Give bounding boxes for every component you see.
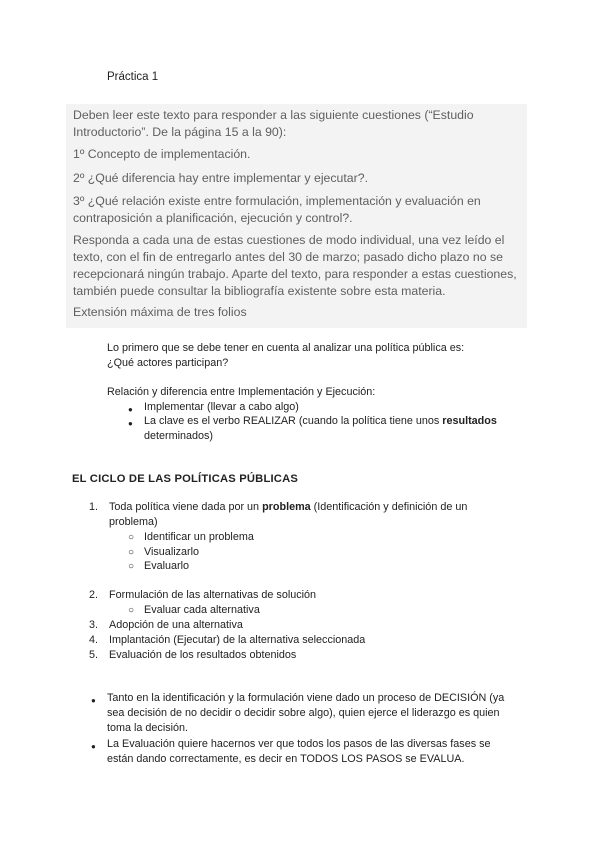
cycle-item-1-pre: Toda política viene dada por un — [109, 501, 263, 513]
cycle-item-4-number: 4. — [89, 634, 99, 646]
relation-title: Relación y diferencia entre Implementación y Ejecución: — [107, 386, 376, 398]
cycle-item-5 — [89, 648, 297, 663]
notes-line-1: Lo primero que se debe tener en cuenta al analizar una política pública es: — [107, 342, 465, 354]
cycle-item-1-post: (Identificación y definición de un — [310, 501, 468, 513]
cycle-item-5-number: 5. — [89, 649, 99, 661]
cycle-item-2 — [89, 588, 317, 603]
instructions-extent: Extensión máxima de tres folios — [73, 305, 247, 319]
conclusion-bullet-1-text: Tanto en la identificación y la formulación viene dado un proceso de DECISIÓN (ya sea decisión de no decidir o decidir sobre algo), quien ejerce el liderazgo es quien toma la decisión. — [107, 692, 505, 734]
conclusion-bullet-2 — [107, 737, 517, 767]
relation-bullet-1-text: Implementar (llevar a cabo algo) — [144, 401, 299, 413]
cycle-item-4 — [89, 633, 366, 648]
relation-bullet-2-bold: resultados — [442, 415, 497, 427]
instructions-rules: Responda a cada una de estas cuestiones de modo individual, una vez leído el texto, con el fin de entregarlo antes del 30 de marzo; pasado dicho plazo no se recepcionará ningún trabajo. Aparte del texto, para responder a estas cuestiones, también puede consultar la bibliografía existente sobre esta materia. — [73, 233, 517, 298]
relation-bullet-2-pre: La clave es el verbo REALIZAR (cuando la política tiene unos — [144, 415, 443, 427]
cycle-item-3-number: 3. — [89, 619, 99, 631]
relation-bullet-2 — [144, 414, 524, 429]
cycle-sub-2-text: Visualizarlo — [144, 546, 200, 558]
cycle-heading: EL CICLO DE LAS POLÍTICAS PÚBLICAS — [72, 473, 299, 485]
instructions-box — [66, 104, 527, 328]
cycle-sub-4 — [144, 603, 260, 618]
instructions-intro: Deben leer este texto para responder a las siguiente cuestiones (“Estudio Introductorio”. De la página 15 a la 90): — [73, 108, 474, 139]
cycle-item-3 — [89, 618, 243, 633]
question-2: 2º ¿Qué diferencia hay entre implementar y ejecutar?. — [73, 171, 368, 185]
relation-bullet-1 — [144, 400, 299, 415]
page-title: Práctica 1 — [107, 71, 159, 83]
relation-bullet-2-cont: determinados) — [144, 430, 214, 442]
cycle-item-1-bold: problema — [262, 501, 311, 513]
question-3: 3º ¿Qué relación existe entre formulación, implementación y evaluación en contraposición a planificación, ejecución y control?. — [73, 194, 481, 225]
cycle-item-1-number: 1. — [89, 501, 99, 513]
conclusion-bullet-1 — [107, 691, 517, 736]
cycle-item-5-text: Evaluación de los resultados obtenidos — [109, 649, 297, 661]
cycle-item-4-text: Implantación (Ejecutar) de la alternativa seleccionada — [109, 634, 366, 646]
cycle-sub-2 — [144, 545, 199, 560]
cycle-item-2-number: 2. — [89, 589, 99, 601]
conclusion-bullet-2-text: La Evaluación quiere hacernos ver que todos los pasos de las diversas fases se están dando correctamente, es decir en TODOS LOS PASOS se EVALUA. — [107, 738, 491, 765]
cycle-sub-3 — [144, 559, 189, 574]
notes-line-2: ¿Qué actores participan? — [107, 357, 229, 369]
cycle-item-1 — [89, 500, 509, 515]
cycle-sub-3-text: Evaluarlo — [144, 560, 190, 572]
question-1: 1º Concepto de implementación. — [73, 147, 251, 161]
cycle-sub-1 — [144, 530, 254, 545]
cycle-sub-1-text: Identificar un problema — [144, 531, 254, 543]
cycle-sub-4-text: Evaluar cada alternativa — [144, 604, 260, 616]
cycle-item-3-text: Adopción de una alternativa — [109, 619, 243, 631]
cycle-item-1-cont: problema) — [109, 516, 158, 528]
cycle-item-2-text: Formulación de las alternativas de solución — [109, 589, 317, 601]
